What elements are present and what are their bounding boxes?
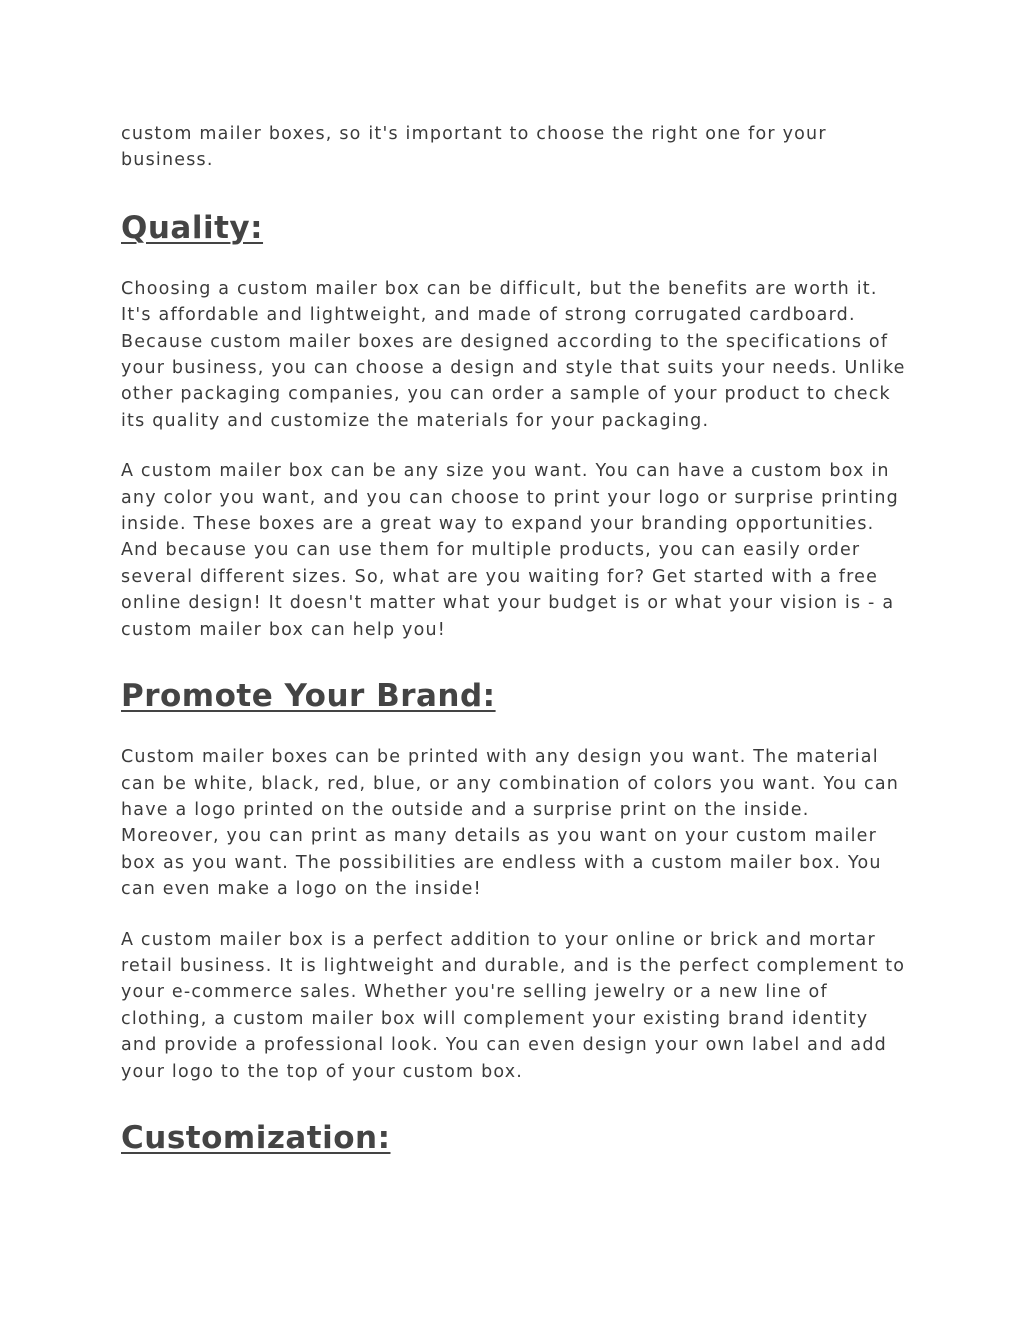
brand-paragraph-2: A custom mailer box is a perfect addition to your online or brick and mortar retail business. It is lightweight and durable, and is the perfect complement to your e-commerce sales. Whether you're selling jewelry or a new line of clothing, a custom mailer box will complement your existing brand identity and provide a professional look. You can even design your own label and add your logo to the top of your custom box. (121, 929, 906, 1082)
heading-customization: Customization: (121, 1119, 391, 1156)
heading-promote-your-brand: Promote Your Brand: (121, 678, 496, 715)
quality-paragraph-2: A custom mailer box can be any size you want. You can have a custom box in any color you want, and you can choose to print your logo or surprise printing inside. These boxes are a great way to expand your branding opportunities. And because you can use them for multiple products, you can easily order several different sizes. So, what are you waiting for? Get started with a free online design! It doesn't matter what your budget is or what your vision is - a custom mailer box can help you! (121, 461, 899, 640)
intro-paragraph: custom mailer boxes, so it's important to choose the right one for your business. (121, 124, 827, 171)
heading-quality: Quality: (121, 209, 264, 246)
document-page (121, 121, 911, 1158)
quality-paragraph-1: Choosing a custom mailer box can be difficult, but the benefits are worth it. It's affordable and lightweight, and made of strong corrugated cardboard. Because custom mailer boxes are designed according to the specifications of your business, you can choose a design and style that suits your needs. Unlike other packaging companies, you can order a sample of your product to check its quality and customize the materials for your packaging. (121, 278, 906, 431)
brand-paragraph-1: Custom mailer boxes can be printed with any design you want. The material can be white, black, red, blue, or any combination of colors you want. You can have a logo printed on the outside and a surprise print on the inside. Moreover, you can print as many details as you want on your custom mailer box as you want. The possibilities are endless with a custom mailer box. You can even make a logo on the inside! (121, 747, 900, 900)
